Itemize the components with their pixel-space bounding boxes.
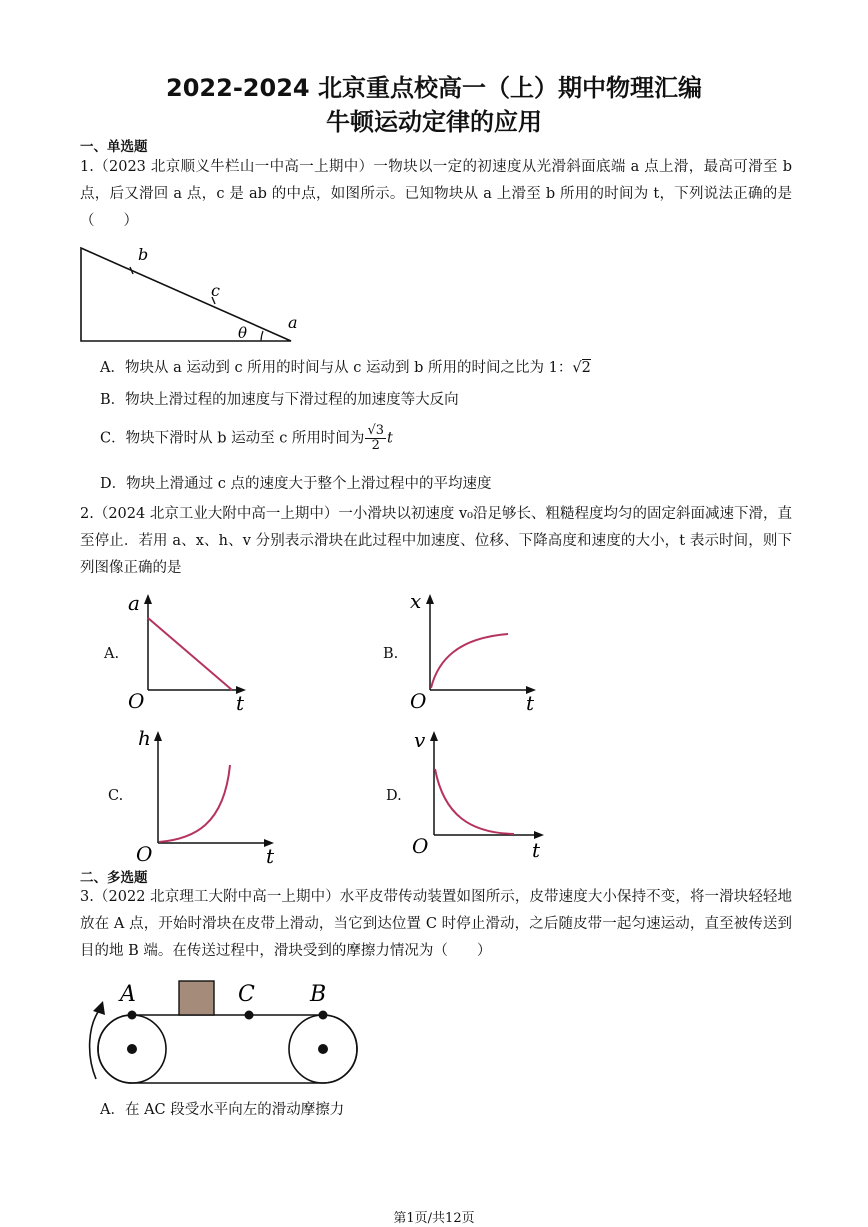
graph-a-origin: O bbox=[128, 689, 145, 713]
graph-c-x-label: t bbox=[266, 844, 275, 868]
graph-a-y-label: a bbox=[128, 591, 140, 615]
sqrt-symbol: √ bbox=[572, 360, 582, 376]
graph-b-origin: O bbox=[410, 689, 427, 713]
label-theta: θ bbox=[238, 324, 248, 342]
q1-option-d[interactable]: D．物块上滑通过 c 点的速度大于整个上滑过程中的平均速度 bbox=[100, 476, 492, 492]
question-3-text: 3.（2022 北京理工大附中高一上期中）水平皮带传动装置如图所示，皮带速度大小保持不变，将一滑块轻轻地放在 A 点，开始时滑块在皮带上滑动，当它到达位置 C 时停止滑动，之后随皮带一起匀速运动，直至被传送到目的地 B 端。在传送过程中，滑块受到的摩擦力情况为（ ） bbox=[80, 889, 792, 959]
section-heading-multi: 二、多选题 bbox=[80, 870, 148, 886]
incline-figure bbox=[78, 242, 308, 348]
graph-c-y-label: h bbox=[138, 726, 151, 750]
q1-option-a-text: A．物块从 a 运动到 c 所用的时间与从 c 运动到 b 所用的时间之比为 1： bbox=[100, 360, 573, 376]
page-subtitle: 牛顿运动定律的应用 bbox=[326, 108, 542, 136]
q2-graph-c-label[interactable]: C. bbox=[108, 788, 124, 804]
q1-option-c[interactable] bbox=[100, 424, 393, 453]
slider-block bbox=[179, 981, 214, 1015]
fraction bbox=[365, 424, 386, 453]
graph-d-x-label: t bbox=[532, 838, 541, 862]
conveyor-belt-figure bbox=[78, 975, 368, 1090]
page-footer: 第1页/共12页 bbox=[393, 1211, 475, 1226]
q1-option-a-sqrt: 2 bbox=[581, 360, 591, 376]
graph-c-origin: O bbox=[136, 842, 153, 866]
q1-option-b[interactable]: B．物块上滑过程的加速度与下滑过程的加速度等大反向 bbox=[100, 392, 459, 408]
graph-d-origin: O bbox=[412, 834, 429, 858]
q3-option-a[interactable]: A．在 AC 段受水平向左的滑动摩擦力 bbox=[100, 1102, 345, 1118]
graph-b-x-label: t bbox=[526, 691, 535, 715]
q2-graph-d-label[interactable]: D. bbox=[386, 788, 402, 804]
section-heading-single: 一、单选题 bbox=[80, 139, 148, 155]
q2-graph-a-label[interactable]: A. bbox=[104, 646, 120, 662]
label-C: C bbox=[238, 982, 255, 1007]
graph-a-x-label: t bbox=[236, 691, 245, 715]
fraction-denominator: 2 bbox=[371, 438, 380, 453]
label-b: b bbox=[138, 245, 149, 264]
graph-b-y-label: x bbox=[410, 589, 422, 613]
page-title: 2022-2024 北京重点校高一（上）期中物理汇编 bbox=[166, 74, 702, 102]
graph-b bbox=[408, 590, 548, 715]
label-B: B bbox=[310, 982, 327, 1007]
label-A: A bbox=[120, 982, 136, 1007]
question-1-text: 1.（2023 北京顺义牛栏山一中高一上期中）一物块以一定的初速度从光滑斜面底端 a 点上滑，最高可滑至 b 点，后又滑回 a 点，c 是 ab 的中点，如图所示。已知物块从 a 上滑至 b 所用的时间为 t，下列说法正确的是（ ） bbox=[80, 159, 792, 229]
label-c: c bbox=[211, 281, 220, 300]
graph-d bbox=[410, 725, 560, 865]
q1-option-c-tail: t bbox=[387, 430, 393, 447]
q1-option-c-text: C．物块下滑时从 b 运动至 c 所用时间为 bbox=[100, 430, 365, 447]
label-a: a bbox=[288, 313, 298, 332]
graph-a bbox=[128, 590, 258, 715]
q1-option-a[interactable] bbox=[100, 358, 591, 378]
graph-d-y-label: v bbox=[414, 728, 426, 752]
fraction-numerator: √3 bbox=[367, 423, 384, 438]
q2-graph-b-label[interactable]: B. bbox=[383, 646, 399, 662]
graph-c bbox=[134, 725, 284, 868]
question-2-text: 2.（2024 北京工业大附中高一上期中）一小滑块以初速度 v₀沿足够长、粗糙程度均匀的固定斜面减速下滑，直至停止．若用 a、x、h、v 分别表示滑块在此过程中加速度、位移、下降高度和速度的大小，t 表示时间，则下列图像正确的是 bbox=[80, 506, 792, 576]
